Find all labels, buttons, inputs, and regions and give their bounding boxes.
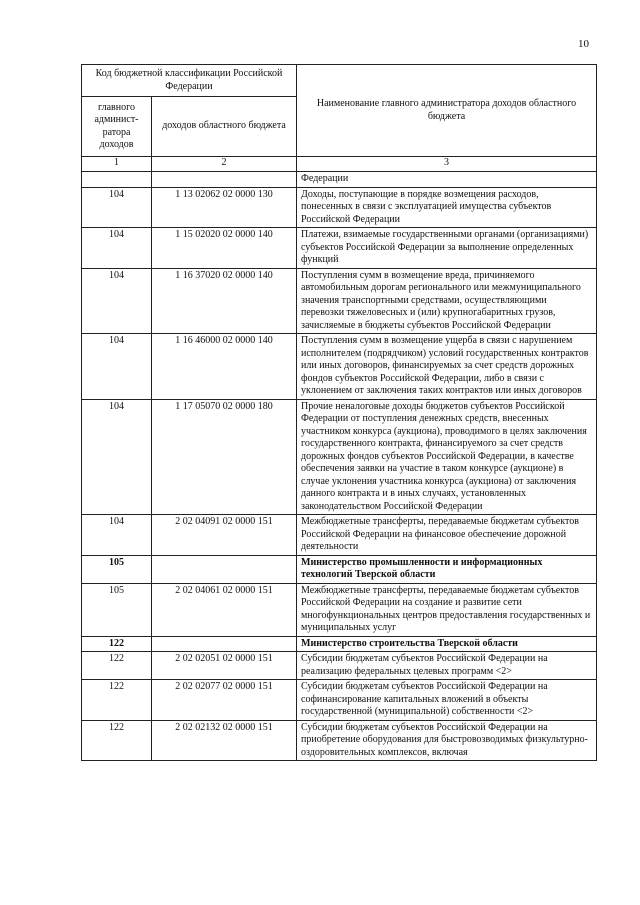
table-row (82, 334, 597, 400)
table-row (82, 228, 597, 269)
income-code-cell: 1 17 05070 02 0000 180 (152, 399, 297, 515)
income-name-cell: Министерство строительства Тверской области (297, 636, 597, 652)
table-row (82, 636, 597, 652)
income-code-cell: 1 15 02020 02 0000 140 (152, 228, 297, 269)
admin-code-cell: 122 (82, 680, 152, 721)
admin-code-cell (82, 172, 152, 188)
income-code-cell: 1 16 46000 02 0000 140 (152, 334, 297, 400)
table-row (82, 720, 597, 761)
column-number: 2 (152, 157, 297, 172)
admin-code-cell: 104 (82, 228, 152, 269)
admin-code-cell: 104 (82, 399, 152, 515)
kbk-group-header: Код бюджетной классификации Российской Федерации (82, 65, 297, 97)
admin-code-cell: 122 (82, 720, 152, 761)
income-code-cell: 2 02 04061 02 0000 151 (152, 583, 297, 636)
income-code-cell: 2 02 04091 02 0000 151 (152, 515, 297, 556)
income-name-cell: Субсидии бюджетам субъектов Российской Федерации на реализацию федеральных целевых программ <2> (297, 652, 597, 680)
admin-code-cell: 104 (82, 334, 152, 400)
income-name-cell: Прочие неналоговые доходы бюджетов субъектов Российской Федерации от поступления денежных средств, внесенных участником конкурса (аукциона), проводимого в целях заключения государственного контракта, финансируемого за счет средств дорожных фондов субъектов Российской Федерации, в качестве обеспечения заявки на участие в таком конкурсе (аукционе) в случае уклонения участника конкурса (аукциона) от заключения данного контракта и в иных случаях, установленных законодательством Российской Федерации (297, 399, 597, 515)
table-row (82, 515, 597, 556)
income-code-cell (152, 172, 297, 188)
income-name-cell: Поступления сумм в возмещение вреда, причиняемого автомобильным дорогам регионального или межмуниципального значения транспортными средствами, осуществляющими перевозки тяжеловесных и (или) крупногабаритных грузов, зачисляемые в бюджеты субъектов Российской Федерации (297, 268, 597, 334)
income-name-cell: Субсидии бюджетам субъектов Российской Федерации на софинансирование капитальных вложений в объекты государственной (муниципальной) собственности <2> (297, 680, 597, 721)
income-code-cell: 2 02 02051 02 0000 151 (152, 652, 297, 680)
table-row (82, 583, 597, 636)
table-row (82, 172, 597, 188)
admin-code-cell: 104 (82, 268, 152, 334)
table-row (82, 555, 597, 583)
income-name-cell: Министерство промышленности и информационных технологий Тверской области (297, 555, 597, 583)
table-row (82, 268, 597, 334)
page-number: 10 (578, 38, 589, 50)
table-body (82, 172, 597, 761)
table-row (82, 399, 597, 515)
code-column-header: доходов областного бюджета (152, 97, 297, 157)
column-numbers-row (82, 157, 597, 172)
income-name-cell: Межбюджетные трансферты, передаваемые бюджетам субъектов Российской Федерации на финансовое обеспечение дорожной деятельности (297, 515, 597, 556)
column-number: 3 (297, 157, 597, 172)
budget-classification-table (81, 64, 597, 761)
table-header (82, 65, 597, 172)
admin-code-cell: 104 (82, 187, 152, 228)
income-code-cell: 1 13 02062 02 0000 130 (152, 187, 297, 228)
admin-code-cell: 105 (82, 583, 152, 636)
name-column-header: Наименование главного администратора доходов областного бюджета (297, 65, 597, 157)
income-name-cell: Федерации (297, 172, 597, 188)
income-code-cell: 2 02 02132 02 0000 151 (152, 720, 297, 761)
income-name-cell: Доходы, поступающие в порядке возмещения расходов, понесенных в связи с эксплуатацией имущества субъектов Российской Федерации (297, 187, 597, 228)
income-name-cell: Субсидии бюджетам субъектов Российской Федерации на приобретение оборудования для быстровозводимых физкультурно-оздоровительных комплексов, включая (297, 720, 597, 761)
income-code-cell (152, 636, 297, 652)
income-name-cell: Платежи, взимаемые государственными органами (организациями) субъектов Российской Федерации за выполнение определенных функций (297, 228, 597, 269)
table-row (82, 680, 597, 721)
income-code-cell (152, 555, 297, 583)
column-number: 1 (82, 157, 152, 172)
table-row (82, 187, 597, 228)
income-code-cell: 1 16 37020 02 0000 140 (152, 268, 297, 334)
table-row (82, 652, 597, 680)
admin-code-cell: 105 (82, 555, 152, 583)
income-name-cell: Межбюджетные трансферты, передаваемые бюджетам субъектов Российской Федерации на создание и развитие сети многофункциональных центров предоставления государственных и муниципальных услуг (297, 583, 597, 636)
income-code-cell: 2 02 02077 02 0000 151 (152, 680, 297, 721)
admin-column-header: главного админист-ратора доходов (82, 97, 152, 157)
admin-code-cell: 122 (82, 652, 152, 680)
admin-code-cell: 122 (82, 636, 152, 652)
admin-code-cell: 104 (82, 515, 152, 556)
income-name-cell: Поступления сумм в возмещение ущерба в связи с нарушением исполнителем (подрядчиком) условий государственных контрактов или иных договоров, финансируемых за счет средств дорожных фондов субъектов Российской Федерации, либо в связи с уклонением от заключения таких контрактов или иных договоров (297, 334, 597, 400)
